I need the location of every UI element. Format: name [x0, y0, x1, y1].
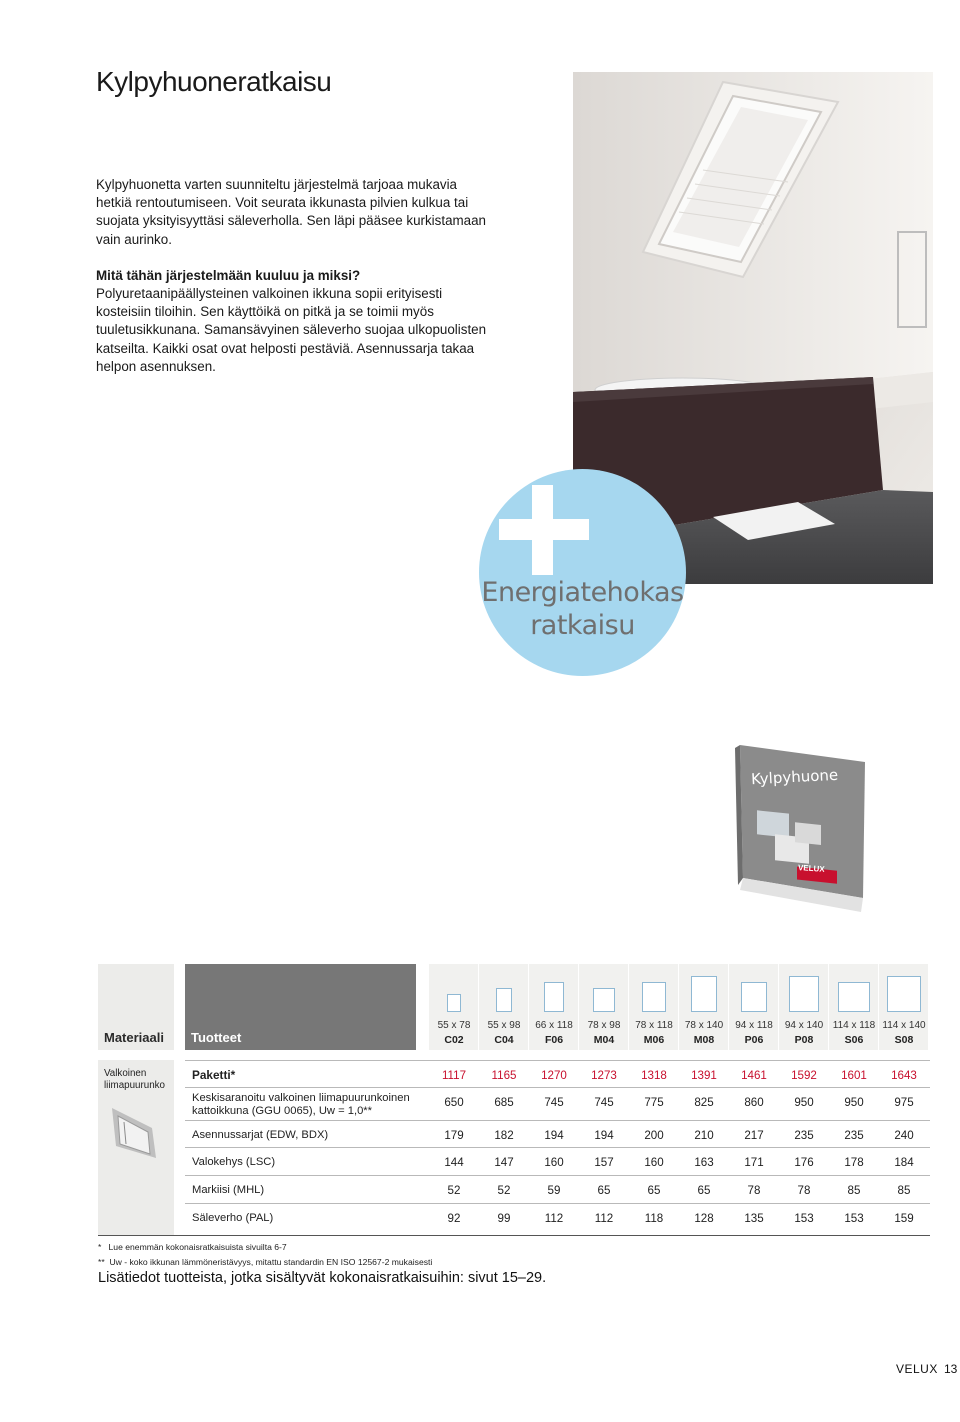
price-cell: 950 — [844, 1096, 864, 1109]
price-cell: 128 — [694, 1212, 714, 1225]
price-cell: 171 — [744, 1156, 764, 1169]
window-size-icon — [691, 976, 717, 1012]
size-dimension: 66 x 118 — [535, 1020, 573, 1031]
price-cell: 235 — [794, 1129, 814, 1142]
footer-brand: VELUX — [896, 1362, 938, 1376]
size-code: P06 — [744, 1034, 764, 1046]
window-size-icon — [887, 976, 921, 1012]
price-cell: 217 — [744, 1129, 764, 1142]
price-cell: 975 — [894, 1096, 914, 1109]
window-size-icon — [593, 988, 615, 1012]
row-label: Markiisi (MHL) — [192, 1184, 265, 1196]
plus-icon — [479, 469, 686, 676]
size-dimension: 114 x 140 — [882, 1020, 926, 1031]
size-code: C02 — [444, 1034, 464, 1046]
row-divider — [185, 1087, 930, 1088]
intro-text-block — [96, 176, 488, 376]
size-code: S06 — [844, 1034, 864, 1046]
price-cell: 1601 — [841, 1069, 867, 1082]
price-cell: 210 — [694, 1129, 714, 1142]
box-brand-logo: VELUX — [797, 863, 825, 874]
price-cell: 1117 — [441, 1069, 467, 1082]
size-code: C04 — [494, 1034, 514, 1046]
window-size-icon — [838, 982, 870, 1012]
row-label: Asennussarjat (EDW, BDX) — [192, 1129, 329, 1141]
more-info-text: Lisätiedot tuotteista, jotka sisältyvät kokonaisratkaisuihin: sivut 15–29. — [98, 1270, 547, 1286]
price-cell: 860 — [744, 1096, 764, 1109]
price-cell: 200 — [644, 1129, 664, 1142]
size-dimension: 94 x 118 — [735, 1020, 773, 1031]
energy-badge-text — [479, 576, 686, 642]
row-divider — [185, 1120, 930, 1121]
price-cell: 118 — [644, 1212, 664, 1225]
price-cell: 99 — [497, 1212, 511, 1225]
window-profile-image — [104, 1098, 164, 1166]
price-cell: 1273 — [591, 1069, 617, 1082]
price-cell: 157 — [594, 1156, 614, 1169]
price-cell: 135 — [744, 1212, 764, 1225]
price-cell: 92 — [447, 1212, 461, 1225]
intro-paragraph: Kylpyhuonetta varten suunniteltu järjestelmä tarjoaa mukavia hetkiä rentoutumiseen. Voit seurata ikkunasta pilvien kulkua tai suojata yksityisyyttäsi säleverholla. Sen läpi pääsee kurkistamaan vain aurinko. — [96, 177, 487, 247]
product-box-image — [735, 740, 875, 920]
size-code: M08 — [693, 1034, 715, 1046]
size-code: F06 — [544, 1034, 564, 1046]
footnote-2: ** Uw - koko ikkunan lämmöneristävyys, mitattu standardin EN ISO 12567-2 mukaisesti — [98, 1257, 433, 1267]
size-dimension: 78 x 118 — [635, 1020, 673, 1031]
price-cell: 182 — [494, 1129, 514, 1142]
price-cell: 1318 — [641, 1069, 667, 1082]
price-cell: 650 — [444, 1096, 464, 1109]
row-label: Paketti* — [192, 1068, 236, 1082]
row-label: Säleverho (PAL) — [192, 1212, 274, 1224]
window-size-icon — [496, 988, 512, 1012]
size-dimension: 55 x 98 — [487, 1020, 521, 1031]
window-size-icon — [741, 982, 767, 1012]
price-cell: 1461 — [741, 1069, 767, 1082]
material-name: Valkoinen liimapuurunko — [104, 1068, 165, 1091]
page-number: 13 — [944, 1362, 958, 1376]
row-label: Keskisaranoitu valkoinen liimapuurunkoinen kattoikkuna (GGU 0065), Uw = 1,0** — [192, 1092, 410, 1117]
price-cell: 159 — [894, 1212, 914, 1225]
price-cell: 78 — [797, 1184, 811, 1197]
price-cell: 1270 — [541, 1069, 567, 1082]
price-cell: 745 — [594, 1096, 614, 1109]
price-cell: 144 — [444, 1156, 464, 1169]
price-cell: 153 — [794, 1212, 814, 1225]
size-dimension: 78 x 140 — [684, 1020, 724, 1031]
price-cell: 85 — [847, 1184, 861, 1197]
price-cell: 184 — [894, 1156, 914, 1169]
price-cell: 950 — [794, 1096, 814, 1109]
price-cell: 52 — [497, 1184, 511, 1197]
price-cell: 235 — [844, 1129, 864, 1142]
price-cell: 52 — [447, 1184, 461, 1197]
table-top-divider — [185, 1060, 930, 1061]
window-size-icon — [447, 994, 461, 1012]
material-column-header: Materiaali — [104, 1030, 164, 1045]
price-cell: 825 — [694, 1096, 714, 1109]
price-cell: 1592 — [791, 1069, 817, 1082]
price-cell: 160 — [644, 1156, 664, 1169]
price-cell: 85 — [897, 1184, 911, 1197]
window-size-icon — [789, 976, 819, 1012]
row-divider — [185, 1175, 930, 1176]
size-dimension: 94 x 140 — [784, 1020, 824, 1031]
window-size-icon — [642, 982, 666, 1012]
price-cell: 1643 — [891, 1069, 917, 1082]
price-cell: 1391 — [691, 1069, 717, 1082]
price-cell: 65 — [647, 1184, 661, 1197]
price-cell: 775 — [644, 1096, 664, 1109]
price-cell: 176 — [794, 1156, 814, 1169]
price-cell: 685 — [494, 1096, 514, 1109]
products-column-header: Tuotteet — [191, 1030, 242, 1045]
size-code: M04 — [593, 1034, 615, 1046]
price-cell: 1165 — [491, 1069, 517, 1082]
price-cell: 163 — [694, 1156, 714, 1169]
price-cell: 745 — [544, 1096, 564, 1109]
size-dimension: 55 x 78 — [437, 1020, 471, 1031]
row-label: Valokehys (LSC) — [192, 1156, 276, 1168]
window-size-icon — [544, 982, 564, 1012]
question-heading: Mitä tähän järjestelmään kuuluu ja miksi? — [96, 267, 361, 283]
row-divider — [185, 1203, 930, 1204]
price-cell: 65 — [597, 1184, 611, 1197]
price-cell: 147 — [494, 1156, 514, 1169]
table-bottom-divider — [98, 1235, 930, 1236]
price-cell: 179 — [444, 1129, 464, 1142]
price-cell: 160 — [544, 1156, 564, 1169]
badge-line-1: Energiatehokas — [481, 577, 684, 608]
size-code: P08 — [794, 1034, 814, 1046]
price-cell: 112 — [594, 1212, 614, 1225]
energy-badge-circle — [479, 469, 686, 676]
description-paragraph: Polyuretaanipäällysteinen valkoinen ikkuna sopii erityisesti kosteisiin tiloihin. Sen käyttöikä on pitkä ja se toimii myös tuuletusikkunana. Samansävyinen säleverho suojaa ulkopuolisten katseilta. Kaikki osat ovat helposti pestäviä. Asennussarja takaa helpon asennuksen. — [96, 286, 487, 374]
footnote-1: * Lue enemmän kokonaisratkaisuista sivuilta 6-7 — [98, 1242, 287, 1252]
box-label: Kylpyhuone — [750, 765, 839, 789]
page-title: Kylpyhuoneratkaisu — [96, 66, 332, 97]
price-cell: 178 — [844, 1156, 864, 1169]
price-cell: 78 — [747, 1184, 761, 1197]
price-cell: 59 — [547, 1184, 561, 1197]
price-cell: 153 — [844, 1212, 864, 1225]
size-dimension: 78 x 98 — [587, 1020, 621, 1031]
size-code: S08 — [894, 1034, 914, 1046]
price-cell: 194 — [594, 1129, 614, 1142]
size-dimension: 114 x 118 — [832, 1020, 876, 1031]
price-cell: 240 — [894, 1129, 914, 1142]
price-cell: 112 — [544, 1212, 564, 1225]
price-cell: 65 — [697, 1184, 711, 1197]
badge-line-2: ratkaisu — [530, 610, 635, 641]
price-cell: 194 — [544, 1129, 564, 1142]
row-divider — [185, 1147, 930, 1148]
size-code: M06 — [643, 1034, 665, 1046]
